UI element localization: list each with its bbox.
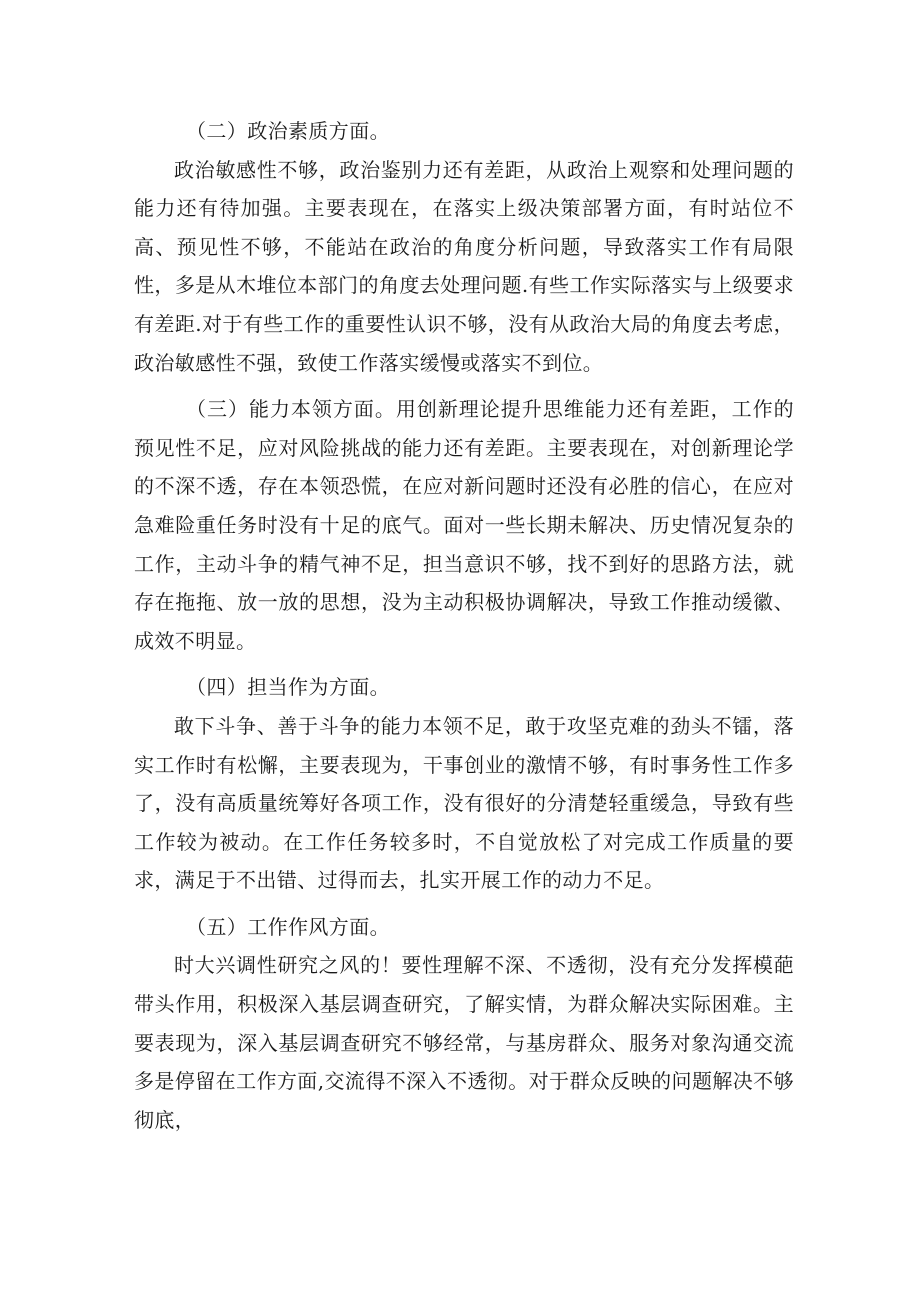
section-heading-work-style: （五）工作作风方面。 [186,914,390,939]
paragraph-responsibility: 敢下斗争、善于斗争的能力本领不足，敢于攻坚克难的劲头不镭，落实工作时有松懈，主要表现为，干事创业的激情不够，有时事务性工作多了，没有高质量统筹好各项工作，没有很好的分清楚轻重缓急，导致有些工作较为被动。在工作任务较多时，不自觉放松了对完成工作质量的要求，满足于不出错、过得而去，扎实开展工作的动力不足。 [134,713,794,893]
section-heading-responsibility: （四）担当作为方面。 [186,675,390,700]
paragraph-work-style: 时大兴调性研究之风的！要性理解不深、不透彻，没有充分发挥模葩带头作用，积极深入基层调查研究，了解实情，为群众解决实际困难。主要表现为，深入基层调查研究不够经常，与基房群众、服务对象沟通交流多是停留在工作方面,交流得不深入不透彻。对于群众反映的问题解决不够彻底， [134,953,794,1132]
document-body [134,112,794,1139]
paragraph-ability: （三）能力本领方面。用创新理论提升思维能力还有差距，工作的预见性不足，应对风险挑战的能力还有差距。主要表现在，对创新理论学的不深不透，存在本领恐慌，在应对新问题时还没有必胜的信心，在应对急难险重任务时没有十足的底气。面对一些长期未解决、历史情况复杂的工作，主动斗争的精气神不足，担当意识不够，找不到好的思路方法，就存在拖拖、放一放的思想，没为主动积极协调解决，导致工作推动缓徽、成效不明显。 [134,397,794,653]
section-heading-political-quality: （二）政治素质方面。 [186,119,390,143]
paragraph-political-quality: 政治敏感性不够，政治鉴别力还有差距，从政治上观察和处理问题的能力还有待加强。主要表现在，在落实上级决策部署方面，有时站位不高、预见性不够，不能站在政治的角度分析问题，导致落实工作有局限性，多是从木堆位本部门的角度去处理问题.有些工作实际落实与上级要求有差距.对于有些工作的重要性认识不够，没有从政治大局的角度去考虑，政治敏感性不强，致使工作落实缓慢或落实不到位。 [134,157,794,375]
